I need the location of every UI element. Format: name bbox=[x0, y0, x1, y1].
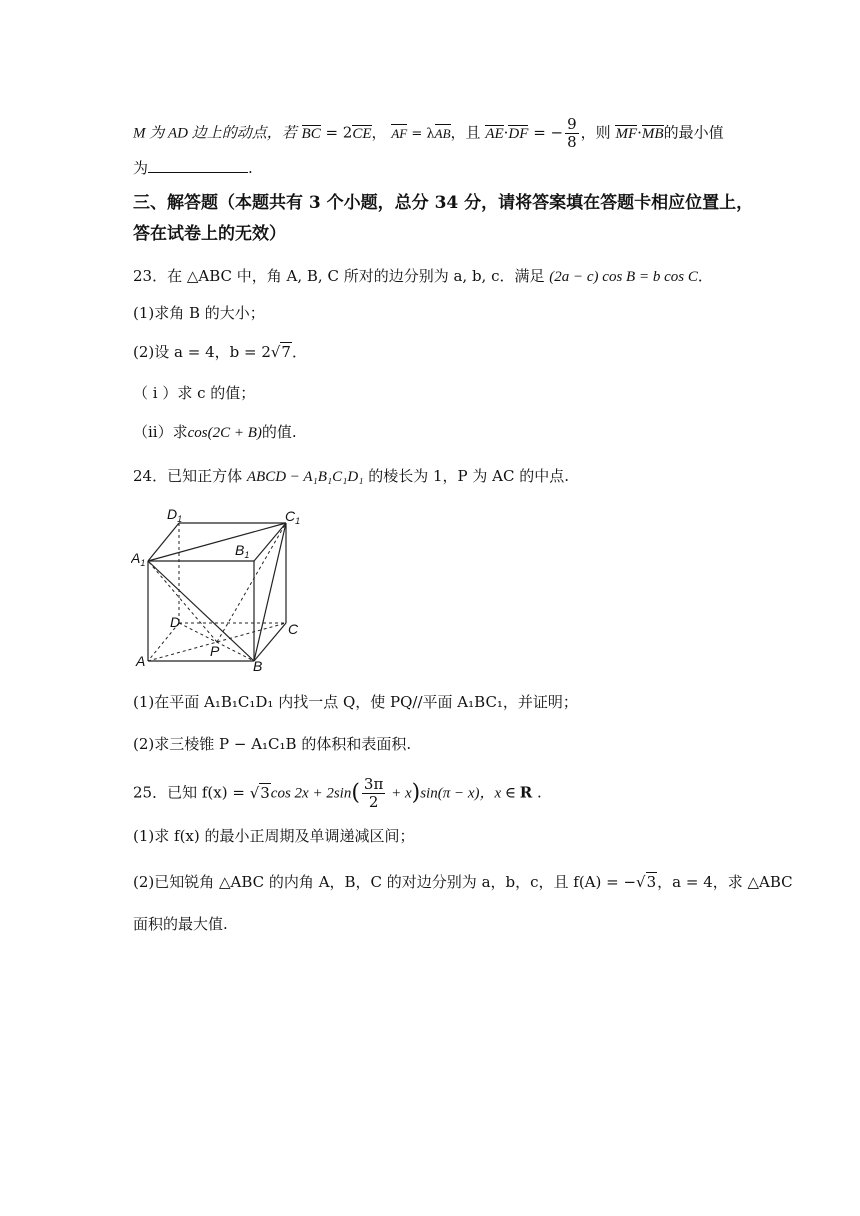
eq-2: = 2 bbox=[320, 123, 353, 142]
q23-part-ii-c: 的值. bbox=[261, 423, 297, 441]
diag-a1c1 bbox=[148, 523, 286, 561]
q25-stem-d: . bbox=[532, 783, 542, 802]
q25-stem-a: 25．已知 f(x) = bbox=[133, 783, 250, 802]
text-min: 的最小值 bbox=[663, 123, 724, 142]
text-wei: 为 bbox=[133, 159, 149, 177]
sqrt-7: √7 bbox=[270, 343, 291, 361]
q23-part-ii bbox=[133, 422, 297, 443]
q23-stem-a: 23．在 △ABC 中，角 A, B, C 所对的边分别为 a, b, c．满足 bbox=[133, 267, 545, 285]
vector-df: DF bbox=[508, 125, 529, 142]
sqrt-7-radicand: 7 bbox=[281, 343, 291, 361]
vector-ce: CE bbox=[352, 125, 372, 142]
label-c: C bbox=[288, 621, 299, 637]
frac-num-3pi: 3π bbox=[363, 775, 384, 793]
label-d1: $D_1$ bbox=[167, 506, 183, 524]
vector-mf: MF bbox=[615, 125, 638, 142]
q25-part2-line2: 面积的最大值. bbox=[133, 915, 228, 933]
label-a: A bbox=[136, 653, 146, 669]
q24-stem-a: 24．已知正方体 bbox=[133, 467, 243, 485]
q25-part2 bbox=[133, 872, 793, 892]
q25-stem-b: cos 2x + 2sin bbox=[270, 785, 352, 802]
period: . bbox=[248, 159, 253, 177]
q25-part1: (1)求 f(x) 的最小正周期及单调递减区间； bbox=[133, 827, 415, 845]
q23-part-ii-formula: cos(2C + B) bbox=[187, 425, 262, 441]
q25-part2-b: ，a = 4，求 △ABC bbox=[657, 873, 793, 891]
label-a1: $A_1$ bbox=[131, 550, 146, 568]
diag-c1b bbox=[254, 523, 286, 661]
q24-part1: (1)在平面 A₁B₁C₁D₁ 内找一点 Q，使 PQ//平面 A₁BC₁，并证明； bbox=[133, 693, 578, 711]
paren-close: ) bbox=[411, 780, 421, 806]
q23-part1: (1)求角 B 的大小； bbox=[133, 304, 265, 322]
fraction-3pi-2 bbox=[362, 776, 385, 811]
q24-stem-b: 的棱长为 1，P 为 AC 的中点. bbox=[368, 467, 569, 485]
q22-line1 bbox=[133, 116, 724, 151]
q22-line2 bbox=[133, 158, 253, 178]
edge-d1a1 bbox=[148, 523, 179, 561]
section-heading-line2: 答在试卷上的无效） bbox=[133, 224, 286, 244]
q25-part2-a: (2)已知锐角 △ABC 的内角 A，B，C 的对边分别为 a，b，c，且 f(A) = − bbox=[133, 873, 637, 891]
frac-den-2: 2 bbox=[368, 793, 379, 811]
q24-part2: (2)求三棱锥 P − A₁C₁B 的体积和表面积. bbox=[133, 735, 412, 753]
fraction-9-8 bbox=[565, 116, 579, 151]
label-c1: $C_1$ bbox=[285, 508, 301, 526]
q25-stem bbox=[133, 776, 542, 811]
dot: · bbox=[503, 123, 509, 142]
frac-num: 9 bbox=[567, 115, 577, 133]
sqrt-3-b-radicand: 3 bbox=[646, 873, 657, 891]
dot-2: · bbox=[637, 123, 642, 142]
text-and: ，且 bbox=[450, 123, 481, 142]
paren-open: ( bbox=[351, 780, 360, 806]
q23-stem bbox=[133, 266, 713, 287]
comma: ， bbox=[371, 123, 387, 142]
q23-formula: (2a − c) cos B = b cos C bbox=[549, 269, 698, 285]
q23-part-ii-a: （ii）求 bbox=[133, 423, 188, 441]
q23-stem-c: ． bbox=[697, 267, 713, 285]
q22-text-start: M 为 AD 边上的动点，若 bbox=[133, 125, 297, 142]
q23-part2-a: (2)设 a = 4，b = 2 bbox=[133, 343, 271, 361]
vector-ab: AB bbox=[434, 125, 451, 141]
hidden-pa1 bbox=[148, 561, 217, 642]
sqrt-3-radicand: 3 bbox=[260, 783, 270, 802]
sqrt-3-b: √3 bbox=[636, 873, 657, 891]
hidden-pc1 bbox=[217, 523, 286, 642]
q23-part2-b: ． bbox=[291, 343, 307, 361]
label-b: B bbox=[253, 658, 263, 673]
answer-blank[interactable] bbox=[148, 158, 248, 173]
label-p: P bbox=[210, 643, 220, 659]
frac-den: 8 bbox=[567, 133, 577, 151]
q25-stem-c: sin(π − x)，x ∈ bbox=[420, 785, 520, 802]
cube-diagram bbox=[131, 503, 311, 673]
vector-af: AF bbox=[391, 125, 408, 141]
sqrt-3: √3 bbox=[249, 783, 270, 802]
label-b1: $B_1$ bbox=[235, 542, 250, 560]
label-d: D bbox=[170, 614, 181, 630]
text-then: ，则 bbox=[580, 123, 611, 142]
q23-part2 bbox=[133, 342, 307, 362]
eq-lambda: = λ bbox=[407, 126, 435, 142]
q24-stem bbox=[133, 466, 569, 487]
plus-x: + x bbox=[387, 785, 412, 802]
vector-mb: MB bbox=[641, 125, 664, 142]
section-heading-line1: 三、解答题（本题共有 3 个小题，总分 34 分，请将答案填在答题卡相应位置上， bbox=[133, 193, 754, 213]
q24-cube-name: ABCD − A₁B₁C₁D₁ bbox=[246, 469, 364, 485]
real-set-R: R bbox=[519, 783, 533, 802]
vector-ae: AE bbox=[485, 125, 504, 142]
vector-bc: BC bbox=[301, 125, 321, 142]
eq-neg: = − bbox=[528, 123, 564, 142]
q23-part-i: （ i ）求 c 的值； bbox=[133, 384, 256, 402]
